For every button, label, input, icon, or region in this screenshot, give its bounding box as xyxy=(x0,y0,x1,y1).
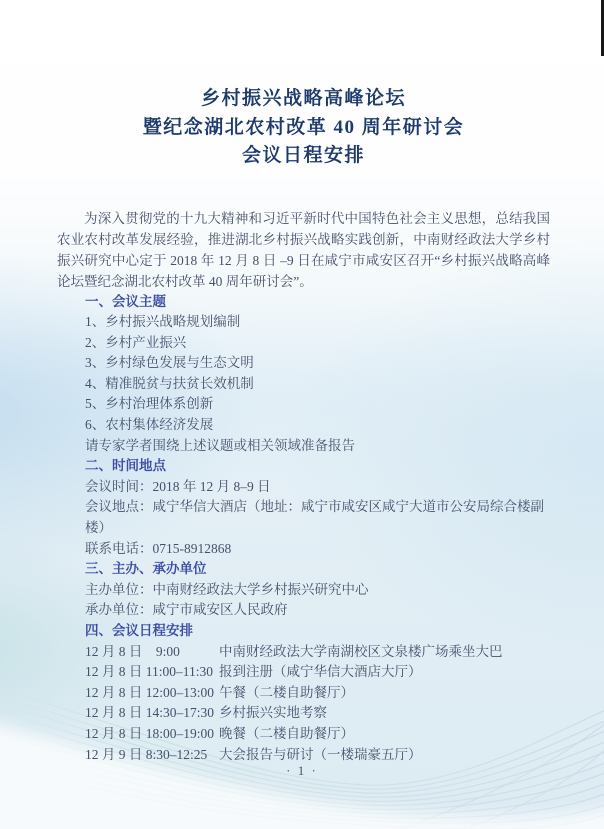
section-heading-3: 三、主办、承办单位 xyxy=(85,561,207,577)
schedule-activity: 晚餐（二楼自助餐厅） xyxy=(219,725,354,741)
schedule-time: 12 月 8 日 12:00–13:00 xyxy=(85,684,215,700)
host-organizer: 主办单位：中南财经政法大学乡村振兴研究中心 xyxy=(85,581,369,597)
section-agenda xyxy=(85,621,550,765)
schedule-time: 12 月 8 日 11:00–11:30 xyxy=(85,664,213,680)
schedule-activity: 午餐（二楼自助餐厅） xyxy=(219,684,354,700)
title-line-1: 乡村振兴战略高峰论坛 xyxy=(200,88,406,109)
topic-item: 4、精准脱贫与扶贫长效机制 xyxy=(85,375,254,391)
schedule-row xyxy=(85,703,550,724)
meeting-place: 会议地点：咸宁华信大酒店（地址：咸宁市咸安区咸宁大道市公安局综合楼副楼） xyxy=(85,499,544,536)
contact-phone: 联系电话：0715-8912868 xyxy=(85,540,232,556)
co-organizer: 承办单位：咸宁市咸安区人民政府 xyxy=(85,602,288,618)
schedule-row xyxy=(85,662,550,683)
section-organizers xyxy=(85,559,550,621)
topic-item: 3、乡村绿色发展与生态文明 xyxy=(85,355,254,371)
page-number: · 1 · xyxy=(286,763,318,778)
schedule-activity: 报到注册（咸宁华信大酒店大厅） xyxy=(219,664,422,680)
schedule-activity: 大会报告与研讨（一楼瑞豪五厅） xyxy=(219,746,422,762)
section-meeting-topics xyxy=(85,292,550,457)
schedule-time: 12 月 8 日 9:00 xyxy=(85,643,180,659)
schedule-activity: 中南财经政法大学南湖校区文泉楼广场乘坐大巴 xyxy=(219,643,503,659)
section-time-place xyxy=(85,456,550,559)
schedule-activity: 乡村振兴实地考察 xyxy=(219,705,327,721)
intro-paragraph: 为深入贯彻党的十九大精神和习近平新时代中国特色社会主义思想，总结我国农业农村改革发展经验，推进湖北乡村振兴战略实践创新，中南财经政法大学乡村振兴研究中心定于 2018 年 12 月 8 日 –9 日在咸宁市咸安区召开“乡村振兴战略高峰论坛暨纪念湖北农村改革 40 周年研讨会”。 xyxy=(57,210,550,289)
schedule-row xyxy=(85,683,550,704)
schedule-row xyxy=(85,724,550,745)
schedule-row xyxy=(85,642,550,663)
schedule-time: 12 月 8 日 18:00–19:00 xyxy=(85,725,215,741)
schedule-time: 12 月 9 日 8:30–12:25 xyxy=(85,746,208,762)
topic-item: 2、乡村产业振兴 xyxy=(85,334,187,350)
title-line-2: 暨纪念湖北农村改革 40 周年研讨会 xyxy=(142,116,465,138)
topic-note: 请专家学者围绕上述议题或相关领域准备报告 xyxy=(85,437,355,453)
document-title xyxy=(57,85,550,171)
topic-item: 5、乡村治理体系创新 xyxy=(85,396,214,412)
section-heading-2: 二、时间地点 xyxy=(85,458,166,474)
meeting-time: 会议时间：2018 年 12 月 8–9 日 xyxy=(85,478,271,494)
schedule-time: 12 月 8 日 14:30–17:30 xyxy=(85,705,215,721)
section-heading-4: 四、会议日程安排 xyxy=(85,623,193,638)
title-line-3: 会议日程安排 xyxy=(241,145,365,166)
topic-item: 1、乡村振兴战略规划编制 xyxy=(85,314,241,330)
section-heading-1: 一、会议主题 xyxy=(85,293,166,309)
topic-item: 6、农村集体经济发展 xyxy=(85,417,214,433)
